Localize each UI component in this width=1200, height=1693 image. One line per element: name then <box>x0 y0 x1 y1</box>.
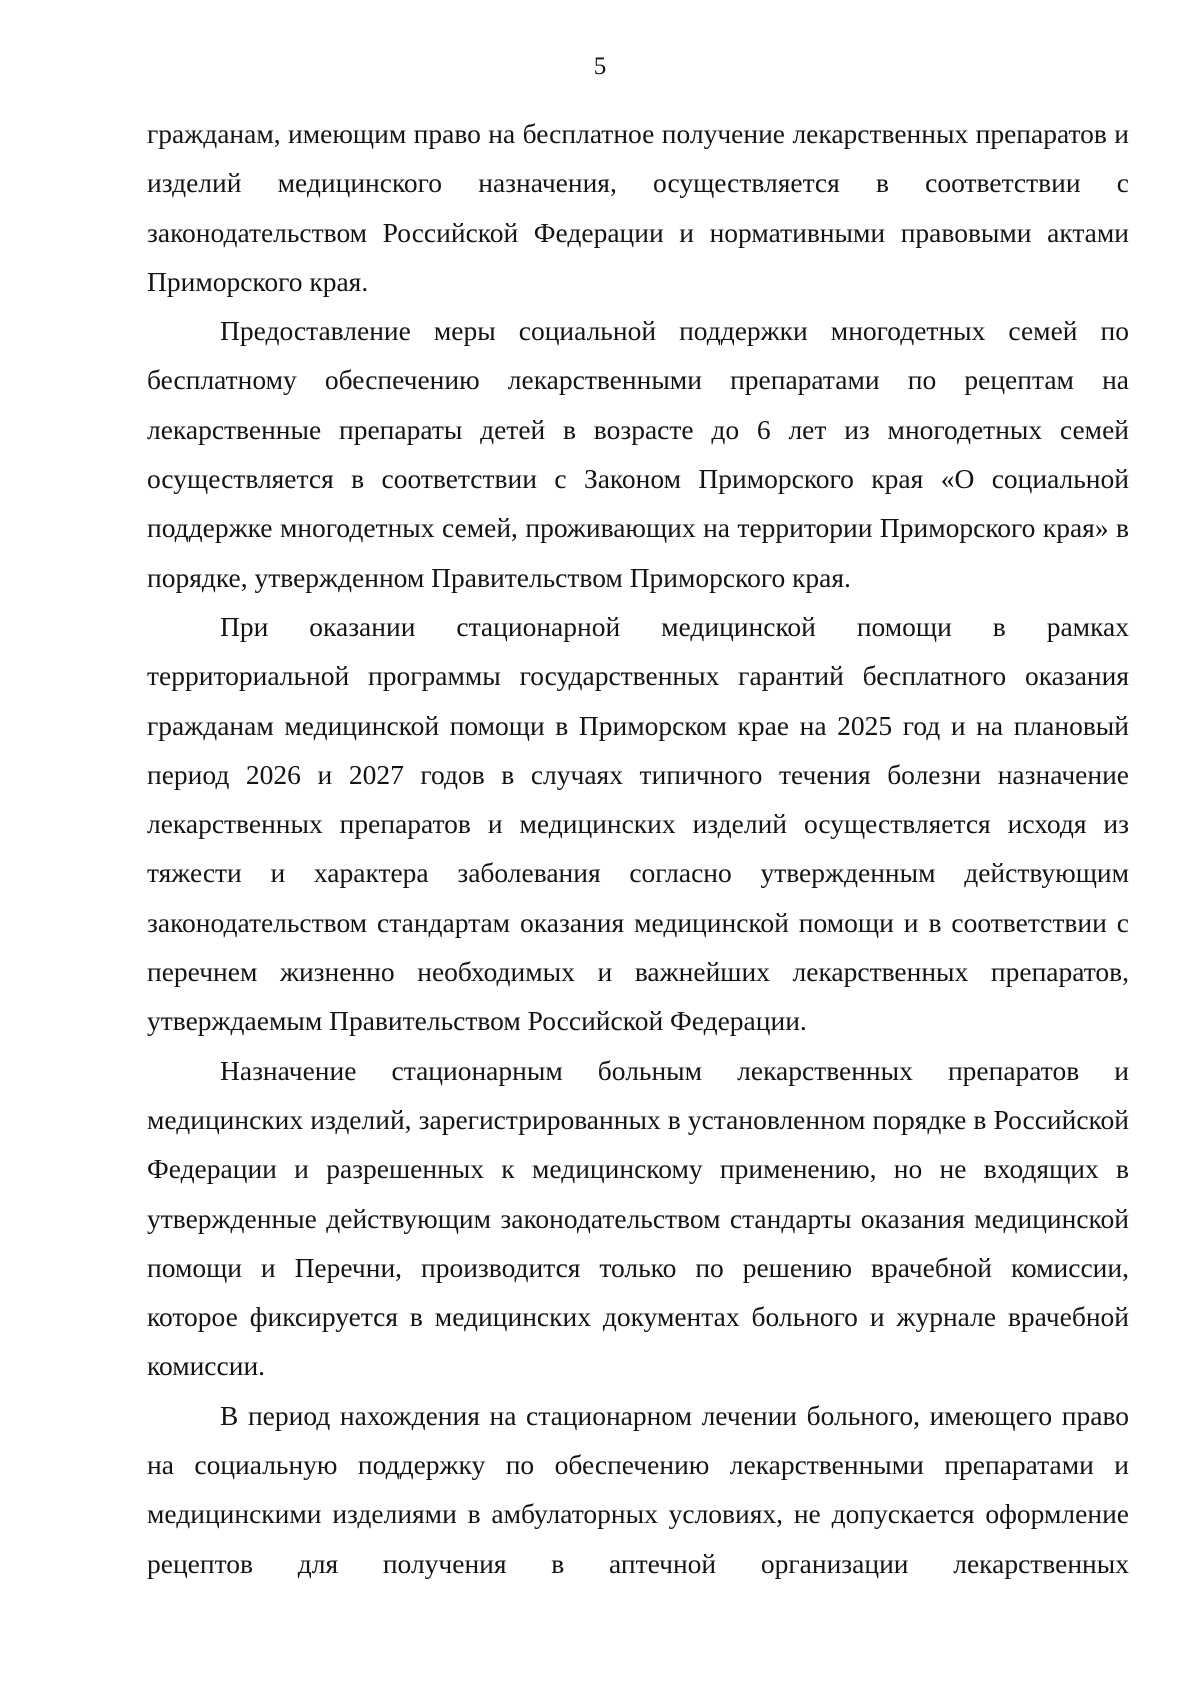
paragraph-continuation: гражданам, имеющим право на бесплатное получение лекарственных препаратов и изделий медицинского назначения, осуществляется в соответствии с законодательством Российской Федерации и нормативными правовыми актами Приморского края. <box>147 118 1129 297</box>
paragraph-medical-commission: Назначение стационарным больным лекарственных препаратов и медицинских изделий, зарегистрированных в установленном порядке в Российской Федерации и разрешенных к медицинскому применению, но не входящих в утвержденные действующим законодательством стандарты оказания медицинской помощи и Перечни, производится только по решению врачебной комиссии, которое фиксируется в медицинских документах больного и журнале врачебной комиссии. <box>147 1054 1129 1382</box>
document-body <box>147 109 1129 1588</box>
paragraph-prescriptions: В период нахождения на стационарном лечении больного, имеющего право на социальную поддержку по обеспечению лекарственными препаратами и медицинскими изделиями в амбулаторных условиях, не допускается оформление рецептов для получения в аптечной организации лекарственных <box>147 1399 1129 1579</box>
paragraph-large-families-support: Предоставление меры социальной поддержки многодетных семей по бесплатному обеспечению лекарственными препаратами по рецептам на лекарственные препараты детей в возрасте до 6 лет из многодетных семей осуществляется в соответствии с Законом Приморского края «О социальной поддержке многодетных семей, проживающих на территории Приморского края» в порядке, утвержденном Правительством Приморского края. <box>147 315 1129 593</box>
paragraph-inpatient-care: При оказании стационарной медицинской помощи в рамках территориальной программы государственных гарантий бесплатного оказания гражданам медицинской помощи в Приморском крае на 2025 год и на плановый период 2026 и 2027 годов в случаях типичного течения болезни назначение лекарственных препаратов и медицинских изделий осуществляется исходя из тяжести и характера заболевания согласно утвержденным действующим законодательством стандартам оказания медицинской помощи и в соответствии с перечнем жизненно необходимых и важнейших лекарственных препаратов, утверждаемым Правительством Российской Федерации. <box>147 610 1129 1037</box>
page-number: 5 <box>593 53 607 80</box>
